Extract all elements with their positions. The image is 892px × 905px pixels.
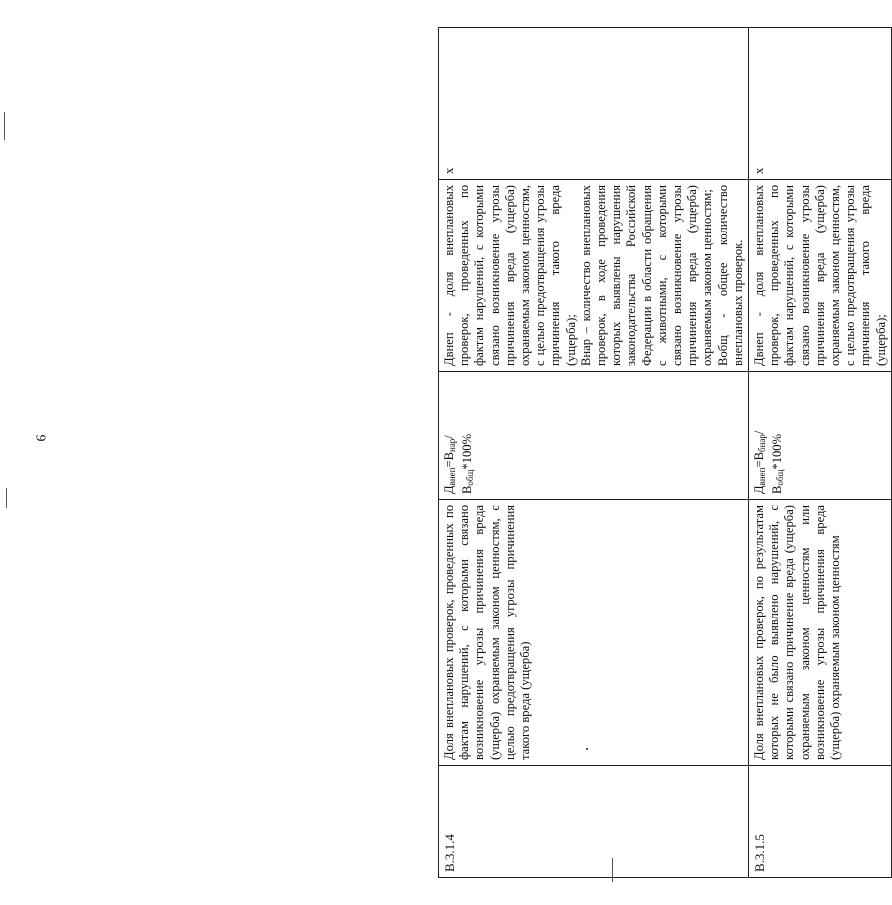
indicator-name: Доля внеплановых проверок, проведенных по фактам нарушений, с которыми связано возникновение угрозы причинения вреда (ущерба) охраняемым законом ценностям, с целью предотвращения угрозы причинения такого вреда (ущерба) <box>439 500 749 766</box>
description-paragraph: Вобщ - общее количество внеплановых проверок. <box>715 185 745 366</box>
indicator-description <box>749 180 892 372</box>
indicator-formula: $Д_{внеп}=В_{нар}/В_{общ}*100\%$ <box>439 372 749 500</box>
description-paragraph: Двнеп - доля внеплановых проверок, проведенных по фактам нарушений, с которыми связано возникновение угрозы причинения вреда (ущерба) охраняемым законом ценностям, с целью предотвращения угрозы причинения такого вреда (ущерба); <box>752 185 888 366</box>
table-row <box>439 28 749 878</box>
description-paragraph: Двнеп - доля внеплановых проверок, проведенных по фактам нарушений, с которыми связано возникновение угрозы причинения вреда (ущерба) охраняемым законом ценностям, с целью предотвращения угрозы причинения такого вреда (ущерба); <box>442 185 578 366</box>
table-row <box>749 28 892 878</box>
indicator-formula: $Д_{внеп}=В_{бнар}/В_{общ}*100\%$ <box>749 372 892 500</box>
scan-mark <box>4 112 5 140</box>
indicator-code: В.3.1.4 <box>439 766 749 878</box>
indicator-value: х <box>439 28 749 180</box>
indicators-table <box>438 27 892 878</box>
scan-mark <box>6 488 7 508</box>
page-number: 9 <box>32 434 48 442</box>
indicator-name: Доля внеплановых проверок, по результатам которых не было выявлено нарушений, с которыми связано причинение вреда (ущерба) охраняемым законом ценностям или возникновение угрозы причинения вреда (ущерба) охраняемым законом ценностям <box>749 500 892 766</box>
indicator-value: х <box>749 28 892 180</box>
rotated-table-wrapper <box>438 28 888 878</box>
description-paragraph: Внар – количество внеплановых проверок, в ходе проведения которых выявлены нарушения законодательства Российской Федерации в области обращения с животными, с которыми связано возникновение угрозы причинения вреда (ущерба) охраняемым законом ценностям; <box>578 185 715 366</box>
indicator-code: В.3.1.5 <box>749 766 892 878</box>
indicator-description <box>439 180 749 372</box>
